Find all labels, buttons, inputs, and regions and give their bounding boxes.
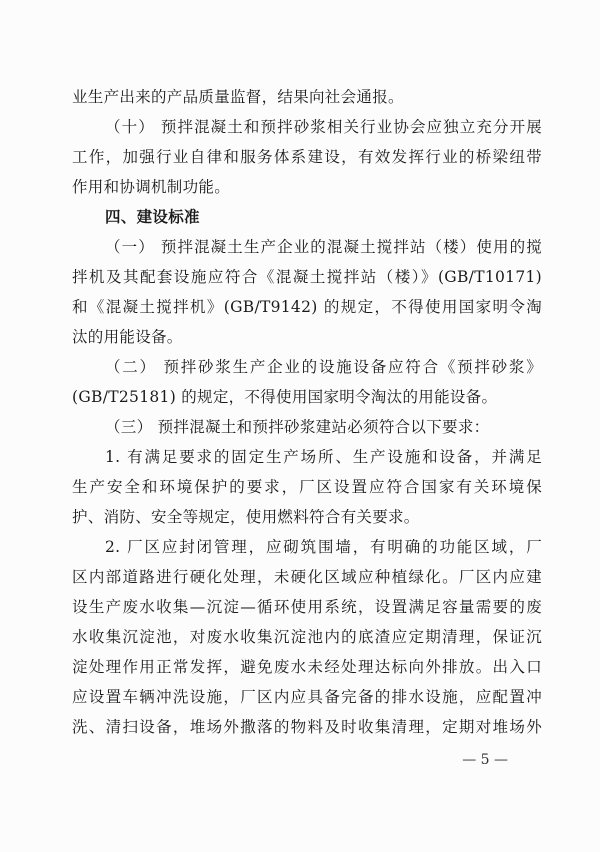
text-line: 淀处理作用正常发挥，避免废水未经处理达标向外排放。出入口 (72, 658, 542, 676)
text-line: 洗、清扫设备，堆场外撒落的物料及时收集清理，定期对堆场外 (72, 718, 542, 736)
text-line: 汰的用能设备。 (72, 328, 183, 346)
section-heading: 四、建设标准 (105, 208, 200, 226)
text-line: 设生产废水收集—沉淀—循环使用系统，设置满足容量需要的废 (72, 598, 542, 616)
text-line: 工作，加强行业自律和服务体系建设，有效发挥行业的桥梁纽带 (72, 148, 542, 166)
text-line: 区内部道路进行硬化处理，未硬化区域应种植绿化。厂区内应建 (72, 568, 542, 586)
text-line: （三） 预拌混凝土和预拌砂浆建站必须符合以下要求： (105, 418, 490, 436)
document-body (72, 82, 542, 742)
text-line: 水收集沉淀池，对废水收集沉淀池内的底渣应定期清理，保证沉 (72, 628, 542, 646)
text-line: 护、消防、安全等规定，使用燃料符合有关要求。 (72, 508, 420, 526)
text-line: 1. 有满足要求的固定生产场所、生产设施和设备，并满足 (105, 448, 542, 466)
text-line: （二） 预拌砂浆生产企业的设施设备应符合《预拌砂浆》 (105, 358, 542, 376)
text-line: 和《混凝土搅拌机》(GB/T9142) 的规定，不得使用国家明令淘 (72, 298, 542, 316)
text-line: （一） 预拌混凝土生产企业的混凝土搅拌站（楼）使用的搅 (105, 238, 542, 256)
page-number: — 5 — (462, 752, 508, 768)
text-line: 拌机及其配套设施应符合《混凝土搅拌站（楼）》(GB/T10171) (72, 268, 542, 286)
text-line: （十） 预拌混凝土和预拌砂浆相关行业协会应独立充分开展 (105, 118, 542, 136)
text-line: (GB/T25181) 的规定，不得使用国家明令淘汰的用能设备。 (72, 388, 498, 406)
text-line: 业生产出来的产品质量监督，结果向社会通报。 (72, 88, 404, 106)
text-line: 作用和协调机制功能。 (72, 178, 231, 196)
text-line: 2. 厂区应封闭管理，应砌筑围墙，有明确的功能区域，厂 (105, 538, 542, 556)
text-line: 生产安全和环境保护的要求，厂区设置应符合国家有关环境保 (72, 478, 542, 496)
text-line: 应设置车辆冲洗设施，厂区内应具备完备的排水设施，应配置冲 (72, 688, 542, 706)
